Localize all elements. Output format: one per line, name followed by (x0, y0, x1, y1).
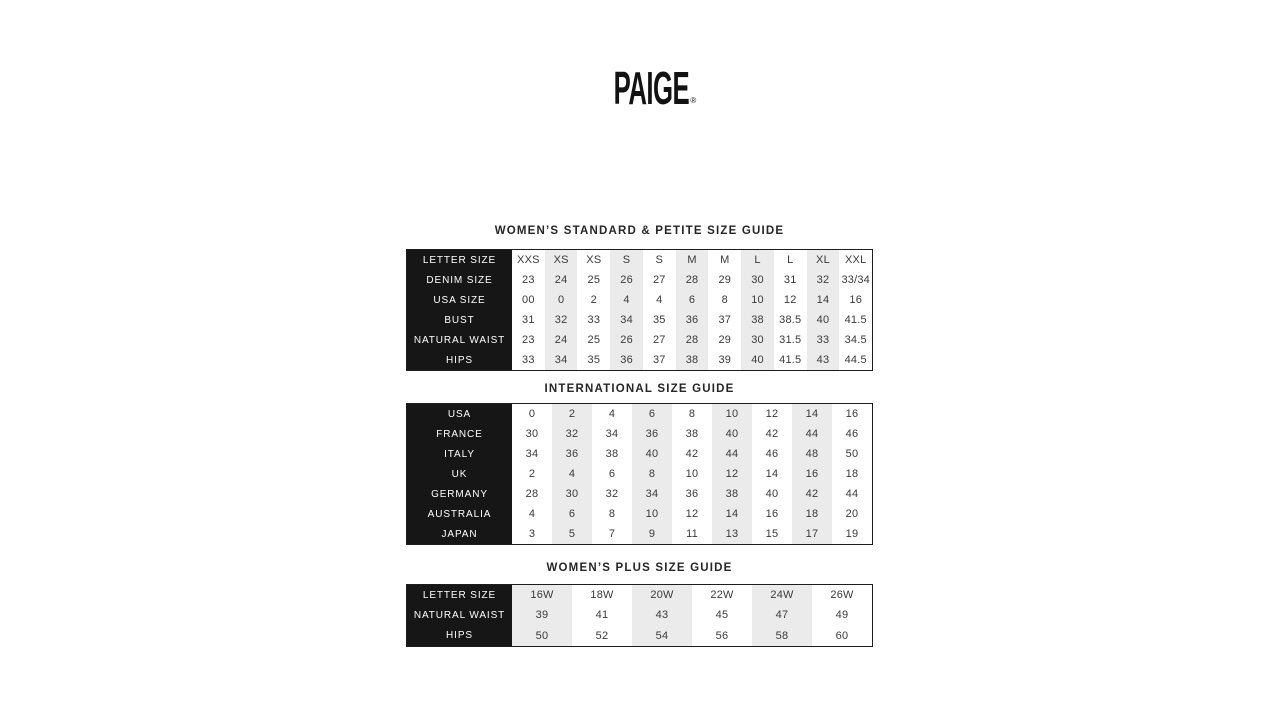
row-label: AUSTRALIA (407, 504, 512, 524)
table-cell: 14 (792, 404, 832, 424)
table-cell: 4 (656, 294, 663, 306)
table-cell: 36 (676, 310, 709, 330)
table-cell: 0 (545, 290, 578, 310)
table-cell: 16 (765, 508, 779, 520)
section-standard-petite (406, 224, 873, 371)
table-cell: 5 (552, 524, 592, 544)
table-cell: 39 (512, 605, 572, 625)
table-cell: 44 (845, 488, 859, 500)
table-cell: 36 (685, 488, 699, 500)
table-cell: L (787, 254, 794, 266)
table-row (407, 464, 872, 484)
row-label: BUST (407, 310, 512, 330)
table-cell: 23 (522, 274, 535, 286)
table-cell: 36 (552, 444, 592, 464)
table-row (407, 404, 872, 424)
table-cell: 50 (512, 626, 572, 646)
table-cell: 46 (765, 448, 779, 460)
table-cell: XXS (517, 254, 540, 266)
table-cell: 38.5 (779, 314, 802, 326)
table-cell: 34 (610, 310, 643, 330)
table-cell: 42 (765, 428, 779, 440)
table-cell: 6 (632, 404, 672, 424)
table-row (407, 626, 872, 646)
row-label: GERMANY (407, 484, 512, 504)
table-row (407, 250, 872, 270)
table-cell: 8 (721, 294, 728, 306)
table-cell: 38 (676, 350, 709, 370)
table-cell: 4 (552, 464, 592, 484)
table-cell: 41.5 (779, 354, 802, 366)
row-label: ITALY (407, 444, 512, 464)
table-cell: 12 (765, 408, 779, 420)
table-cell: 10 (685, 468, 699, 480)
table-cell: 50 (845, 448, 859, 460)
table-row (407, 605, 872, 625)
table-cell: 46 (845, 428, 859, 440)
table-cell: 52 (595, 629, 609, 642)
table-row (407, 350, 872, 370)
table-cell: 34 (632, 484, 672, 504)
table-cell: 32 (807, 270, 840, 290)
table-cell: 36 (610, 350, 643, 370)
table-cell: 34 (605, 428, 619, 440)
table-cell: 25 (587, 334, 601, 346)
table-cell: 28 (525, 488, 539, 500)
table-cell: 14 (807, 290, 840, 310)
table-cell: 7 (608, 528, 616, 540)
section-title: WOMEN’S STANDARD & PETITE SIZE GUIDE (494, 225, 785, 237)
paige-logo (0, 62, 1280, 114)
table-cell: 10 (741, 290, 774, 310)
international-size-table (406, 403, 873, 545)
table-cell: 30 (552, 484, 592, 504)
table-cell: 13 (712, 524, 752, 544)
table-cell: 11 (686, 528, 698, 540)
table-cell: 6 (608, 468, 616, 480)
table-cell: 2 (528, 468, 536, 480)
table-cell: 8 (632, 464, 672, 484)
table-cell: 20 (845, 508, 859, 520)
table-cell: 49 (835, 609, 849, 622)
table-cell: 43 (807, 350, 840, 370)
table-cell: 30 (741, 270, 774, 290)
table-cell: 24 (545, 270, 578, 290)
table-cell: 22W (710, 589, 734, 602)
table-cell: 58 (752, 626, 812, 646)
row-label: NATURAL WAIST (407, 330, 512, 350)
table-cell: 35 (652, 314, 666, 326)
row-label: HIPS (407, 350, 512, 370)
table-cell: 47 (752, 605, 812, 625)
table-cell: 23 (522, 334, 535, 346)
table-cell: 56 (715, 629, 729, 642)
table-cell: 38 (712, 484, 752, 504)
table-cell: 54 (632, 626, 692, 646)
table-cell: 26 (610, 330, 643, 350)
table-cell: 48 (792, 444, 832, 464)
table-cell: 16 (792, 464, 832, 484)
table-cell: 4 (528, 508, 536, 520)
table-cell: 34.5 (844, 334, 867, 346)
table-cell: 6 (552, 504, 592, 524)
table-cell: XXL (845, 254, 867, 266)
row-label: USA (407, 404, 512, 424)
table-cell: 15 (765, 528, 779, 540)
table-cell: 40 (632, 444, 672, 464)
table-cell: M (720, 254, 730, 266)
table-cell: 18W (590, 589, 614, 602)
table-cell: 24 (545, 330, 578, 350)
row-label: NATURAL WAIST (407, 605, 512, 625)
table-cell: 30 (741, 330, 774, 350)
table-cell: 4 (608, 408, 616, 420)
table-row (407, 524, 872, 544)
table-cell: 27 (652, 334, 666, 346)
table-cell: 28 (676, 330, 709, 350)
row-label: UK (407, 464, 512, 484)
table-cell: 42 (792, 484, 832, 504)
table-cell: 36 (632, 424, 672, 444)
row-label: LETTER SIZE (407, 585, 512, 605)
table-cell: XS (545, 250, 578, 270)
logo-text: PAIGE (613, 62, 689, 114)
table-row (407, 310, 872, 330)
table-cell: 60 (835, 629, 849, 642)
table-cell: 32 (605, 488, 619, 500)
table-cell: 16 (845, 408, 859, 420)
table-cell: 30 (525, 428, 539, 440)
section-title: INTERNATIONAL SIZE GUIDE (544, 383, 735, 395)
registered-trademark-icon: ® (690, 96, 697, 105)
table-cell: XL (807, 250, 840, 270)
table-cell: 45 (715, 609, 729, 622)
row-label: FRANCE (407, 424, 512, 444)
table-cell: 8 (608, 508, 616, 520)
row-label: DENIM SIZE (407, 270, 512, 290)
table-cell: 31 (783, 274, 797, 286)
table-cell: 31 (522, 314, 535, 326)
row-label: LETTER SIZE (407, 250, 512, 270)
table-row (407, 330, 872, 350)
table-cell: 14 (712, 504, 752, 524)
table-cell: 40 (807, 310, 840, 330)
table-cell: 44 (792, 424, 832, 444)
standard-petite-size-table (406, 249, 873, 371)
table-row (407, 444, 872, 464)
table-cell: 37 (652, 354, 666, 366)
table-cell: 12 (712, 464, 752, 484)
table-row (407, 270, 872, 290)
table-cell: 16 (849, 294, 863, 306)
table-cell: 34 (545, 350, 578, 370)
plus-size-table (406, 584, 873, 647)
table-cell: 6 (676, 290, 709, 310)
table-row (407, 484, 872, 504)
table-row (407, 290, 872, 310)
table-cell: 10 (632, 504, 672, 524)
table-cell: 40 (712, 424, 752, 444)
table-cell: 32 (552, 424, 592, 444)
row-label: JAPAN (407, 524, 512, 544)
table-cell: 40 (741, 350, 774, 370)
table-cell: 24W (752, 585, 812, 605)
table-cell: 9 (632, 524, 672, 544)
table-cell: 32 (545, 310, 578, 330)
table-cell: 38 (685, 428, 699, 440)
table-cell: 19 (845, 528, 859, 540)
table-row (407, 424, 872, 444)
table-cell: 35 (587, 354, 601, 366)
table-cell: 37 (718, 314, 732, 326)
table-cell: 42 (685, 448, 699, 460)
table-cell: 33/34 (841, 274, 870, 286)
table-cell: 33 (522, 354, 535, 366)
table-cell: 38 (605, 448, 619, 460)
table-cell: 27 (652, 274, 666, 286)
table-cell: 31.5 (779, 334, 802, 346)
table-cell: 38 (741, 310, 774, 330)
table-cell: 26 (610, 270, 643, 290)
table-cell: S (610, 250, 643, 270)
table-cell: 29 (718, 274, 732, 286)
table-cell: 33 (587, 314, 601, 326)
table-row (407, 504, 872, 524)
table-cell: L (741, 250, 774, 270)
table-cell: 25 (587, 274, 601, 286)
section-international (406, 382, 873, 545)
table-cell: 3 (528, 528, 536, 540)
table-row (407, 585, 872, 605)
table-cell: 18 (845, 468, 859, 480)
table-cell: 12 (783, 294, 797, 306)
table-cell: 29 (718, 334, 732, 346)
table-cell: 20W (632, 585, 692, 605)
table-cell: 43 (632, 605, 692, 625)
table-cell: 00 (522, 294, 535, 306)
table-cell: 8 (688, 408, 696, 420)
table-cell: S (655, 254, 664, 266)
table-cell: M (676, 250, 709, 270)
table-cell: 44 (712, 444, 752, 464)
table-cell: 12 (685, 508, 699, 520)
table-cell: 33 (807, 330, 840, 350)
row-label: HIPS (407, 626, 512, 646)
table-cell: 2 (590, 294, 597, 306)
row-label: USA SIZE (407, 290, 512, 310)
table-cell: 2 (552, 404, 592, 424)
table-cell: 40 (765, 488, 779, 500)
table-cell: 26W (830, 589, 854, 602)
table-cell: 0 (528, 408, 536, 420)
table-cell: 44.5 (844, 354, 867, 366)
table-cell: 10 (712, 404, 752, 424)
table-cell: 14 (765, 468, 779, 480)
table-cell: 18 (792, 504, 832, 524)
table-cell: 28 (676, 270, 709, 290)
section-plus (406, 561, 873, 647)
table-cell: 17 (792, 524, 832, 544)
table-cell: XS (586, 254, 602, 266)
table-cell: 34 (525, 448, 539, 460)
section-title: WOMEN’S PLUS SIZE GUIDE (546, 562, 733, 574)
table-cell: 39 (718, 354, 732, 366)
table-cell: 41.5 (844, 314, 867, 326)
table-cell: 16W (512, 585, 572, 605)
table-cell: 4 (610, 290, 643, 310)
table-cell: 41 (595, 609, 609, 622)
